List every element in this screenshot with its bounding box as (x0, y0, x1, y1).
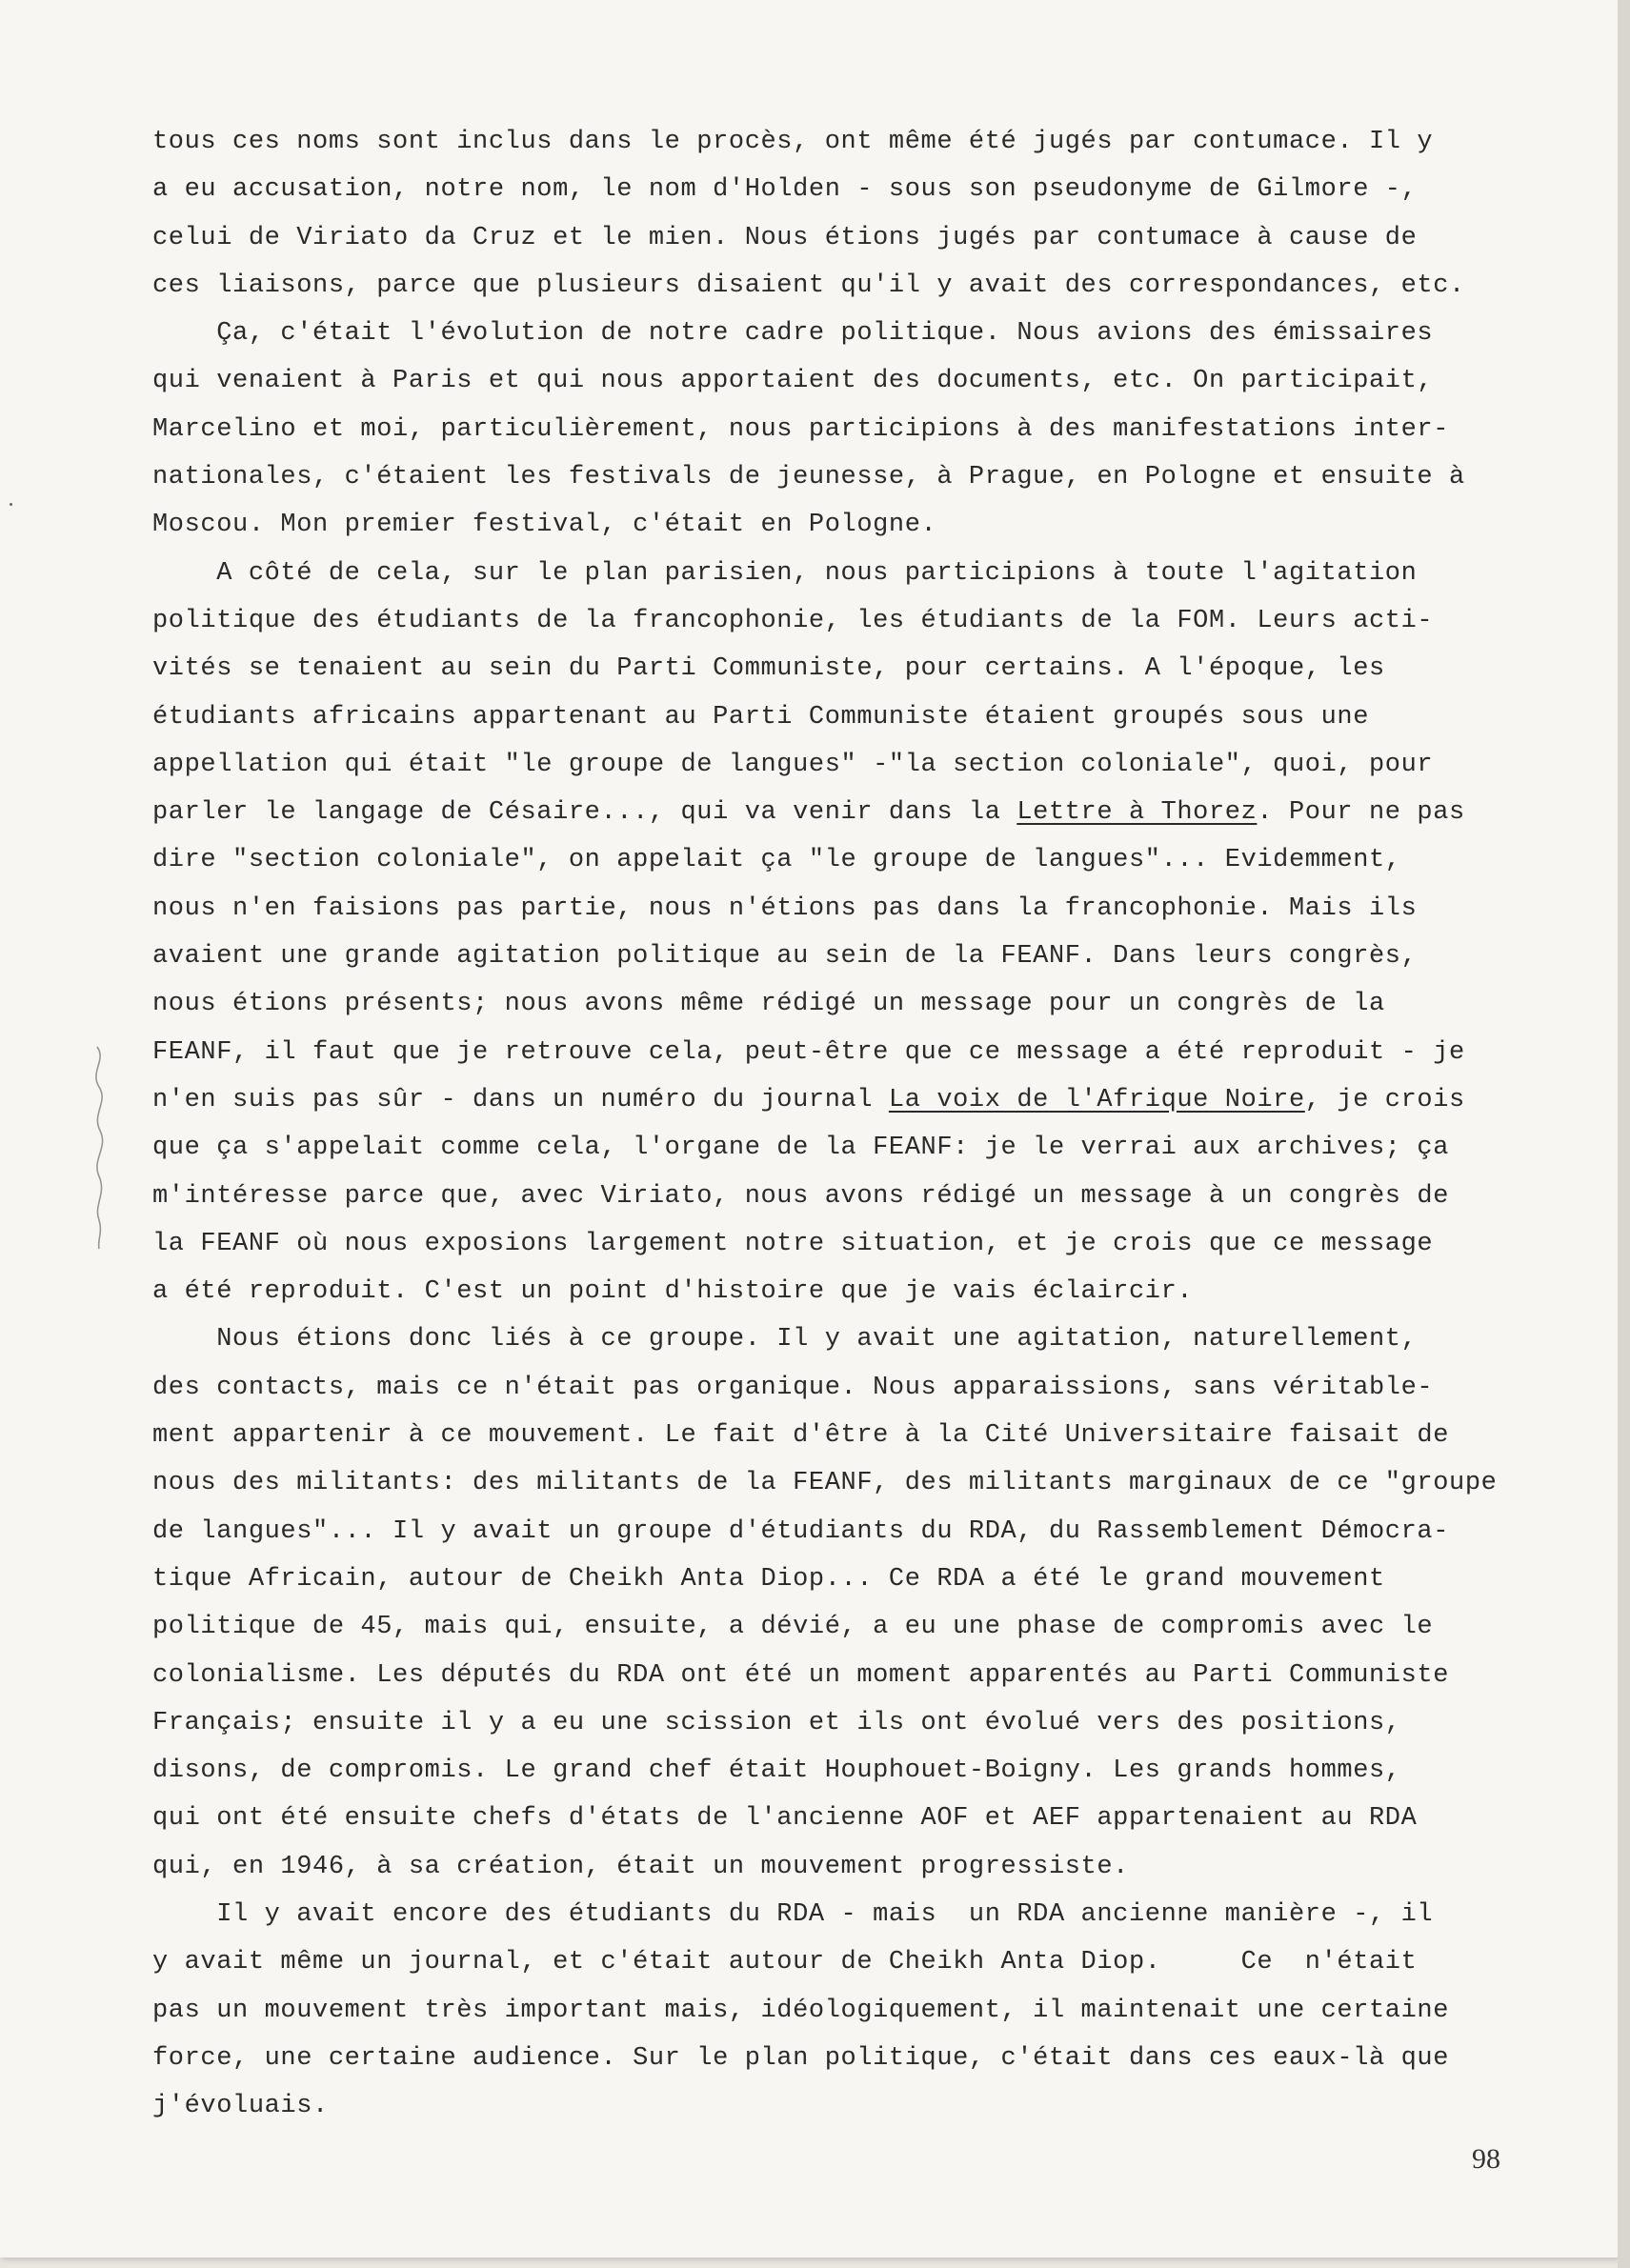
text-line-content: Marcelino et moi, particulièrement, nous participions à des manifestations inter- (152, 414, 1450, 444)
text-line-content: celui de Viriato da Cruz et le mien. Nous étions jugés par contumace à cause de (152, 223, 1418, 252)
text-line-content: nous n'en faisions pas partie, nous n'étions pas dans la francophonie. Mais ils (152, 893, 1418, 923)
text-line-content: FEANF, il faut que je retrouve cela, peut-être que ce message a été reproduit - je (152, 1037, 1465, 1067)
text-line (152, 597, 1581, 645)
text-line-content: nous des militants: des militants de la FEANF, des militants marginaux de ce "groupe (152, 1469, 1498, 1498)
stray-dot (10, 503, 12, 506)
text-line (152, 1412, 1581, 1459)
text-line-content: tique Africain, autour de Cheikh Anta Diop... Ce RDA a été le grand mouvement (152, 1564, 1385, 1594)
text-line-content: disons, de compromis. Le grand chef était Houphouet-Boigny. Les grands hommes, (152, 1756, 1401, 1786)
text-line (152, 1891, 1581, 1938)
text-line-content: force, une certaine audience. Sur le plan politique, c'était dans ces eaux-là que (152, 2043, 1450, 2073)
text-line (152, 980, 1581, 1028)
text-line (152, 1938, 1581, 1986)
page-number: 98 (1472, 2143, 1500, 2175)
text-line-content: m'intéresse parce que, avec Viriato, nous avons rédigé un message à un congrès de (152, 1181, 1450, 1211)
text-line-content: Il y avait encore des étudiants du RDA - mais un RDA ancienne manière -, il (152, 1899, 1434, 1929)
text-line (152, 1268, 1581, 1315)
text-line (152, 1699, 1581, 1747)
text-line (152, 741, 1581, 789)
text-line (152, 550, 1581, 597)
text-line (152, 1508, 1581, 1555)
text-line (152, 1364, 1581, 1412)
text-line-content: qui, en 1946, à sa création, était un mouvement progressiste. (152, 1852, 1129, 1881)
text-line (152, 789, 1581, 836)
text-line-content: colonialisme. Les députés du RDA ont été un moment apparentés au Parti Communiste (152, 1660, 1450, 1690)
text-line-content: avaient une grande agitation politique au sein de la FEANF. Dans leurs congrès, (152, 942, 1418, 972)
text-line (152, 214, 1581, 262)
text-line (152, 2082, 1581, 2130)
text-line-content: tous ces noms sont inclus dans le procès, ont même été jugés par contumace. Il y (152, 128, 1434, 156)
text-line-content: appellation qui était "le groupe de langues" -"la section coloniale", quoi, pour (152, 750, 1434, 779)
text-line-content: nous étions présents; nous avons même rédigé un message pour un congrès de la (152, 990, 1385, 1019)
text-line-content: de langues"... Il y avait un groupe d'étudiants du RDA, du Rassemblement Démocra- (152, 1516, 1450, 1546)
margin-pencil-mark (86, 1043, 124, 1253)
text-line-content: que ça s'appelait comme cela, l'organe de la FEANF: je le verrai aux archives; ça (152, 1134, 1450, 1163)
text-line-content: dire "section coloniale", on appelait ça "le groupe de langues"... Evidemment, (152, 846, 1401, 875)
text-line (152, 453, 1581, 501)
text-line-content: parler le langage de Césaire..., qui va venir dans la (152, 798, 1017, 828)
text-line-content: Ça, c'était l'évolution de notre cadre politique. Nous avions des émissaires (152, 319, 1434, 349)
text-line (152, 645, 1581, 692)
underlined-title: La voix de l'Afrique Noire (888, 1085, 1305, 1114)
text-line-content: A côté de cela, sur le plan parisien, nous participions à toute l'agitation (152, 558, 1418, 588)
scan-edge (1618, 0, 1630, 2268)
text-line-tail: . Pour ne pas (1257, 798, 1465, 828)
text-line-content: nationales, c'étaient les festivals de jeunesse, à Prague, en Pologne et ensuite à (152, 463, 1465, 492)
text-line-content: étudiants africains appartenant au Parti Communiste étaient groupés sous une (152, 702, 1369, 732)
text-line (152, 1555, 1581, 1603)
text-line (152, 933, 1581, 980)
text-line-content: ment appartenir à ce mouvement. Le fait d'être à la Cité Universitaire faisait de (152, 1421, 1450, 1451)
text-line-content: y avait même un journal, et c'était autour de Cheikh Anta Diop. Ce n'était (152, 1948, 1418, 1977)
text-line-content: Français; ensuite il y a eu une scission et ils ont évolué vers des positions, (152, 1708, 1401, 1737)
text-line (152, 1843, 1581, 1891)
text-line (152, 118, 1581, 166)
text-line-content: Moscou. Mon premier festival, c'était en Pologne. (152, 511, 937, 540)
text-line-content: a eu accusation, notre nom, le nom d'Holden - sous son pseudonyme de Gilmore -, (152, 175, 1418, 205)
text-line (152, 1459, 1581, 1507)
text-line-content: ces liaisons, parce que plusieurs disaient qu'il y avait des correspondances, etc. (152, 271, 1465, 300)
text-line-content: pas un mouvement très important mais, idéologiquement, il maintenait une certaine (152, 1996, 1450, 2025)
text-line (152, 1747, 1581, 1795)
text-line (152, 501, 1581, 549)
text-line (152, 693, 1581, 741)
body-text (152, 118, 1581, 2130)
text-line (152, 357, 1581, 405)
text-line (152, 262, 1581, 310)
text-line-content: des contacts, mais ce n'était pas organique. Nous apparaissions, sans véritable- (152, 1373, 1434, 1402)
text-line (152, 310, 1581, 357)
text-line (152, 2035, 1581, 2082)
text-line-content: politique de 45, mais qui, ensuite, a dévié, a eu une phase de compromis avec le (152, 1613, 1434, 1642)
text-line-content: la FEANF où nous exposions largement notre situation, et je crois que ce message (152, 1229, 1434, 1258)
text-line-content: qui ont été ensuite chefs d'états de l'ancienne AOF et AEF appartenaient au RDA (152, 1804, 1418, 1834)
underlined-title: Lettre à Thorez (1016, 798, 1258, 828)
text-line (152, 1987, 1581, 2035)
text-line-content: politique des étudiants de la francophonie, les étudiants de la FOM. Leurs acti- (152, 606, 1434, 635)
text-line-tail: , je crois (1304, 1085, 1465, 1114)
text-line (152, 406, 1581, 453)
text-line (152, 1795, 1581, 1842)
text-line (152, 1029, 1581, 1076)
text-line-content: n'en suis pas sûr - dans un numéro du journal (152, 1085, 889, 1114)
text-line (152, 1076, 1581, 1124)
text-line (152, 1603, 1581, 1651)
text-line (152, 885, 1581, 933)
text-line-content: qui venaient à Paris et qui nous apportaient des documents, etc. On participait, (152, 367, 1434, 396)
text-line (152, 1315, 1581, 1363)
text-line (152, 836, 1581, 884)
text-line (152, 1652, 1581, 1699)
text-line (152, 166, 1581, 213)
text-line-content: Nous étions donc liés à ce groupe. Il y avait une agitation, naturellement, (152, 1325, 1418, 1355)
text-line-content: vités se tenaient au sein du Parti Communiste, pour certains. A l'époque, les (152, 654, 1385, 684)
text-line (152, 1124, 1581, 1172)
text-line (152, 1173, 1581, 1220)
text-line (152, 1220, 1581, 1268)
text-line-content: a été reproduit. C'est un point d'histoire que je vais éclaircir. (152, 1277, 1194, 1307)
text-line-content: j'évoluais. (152, 2092, 329, 2121)
